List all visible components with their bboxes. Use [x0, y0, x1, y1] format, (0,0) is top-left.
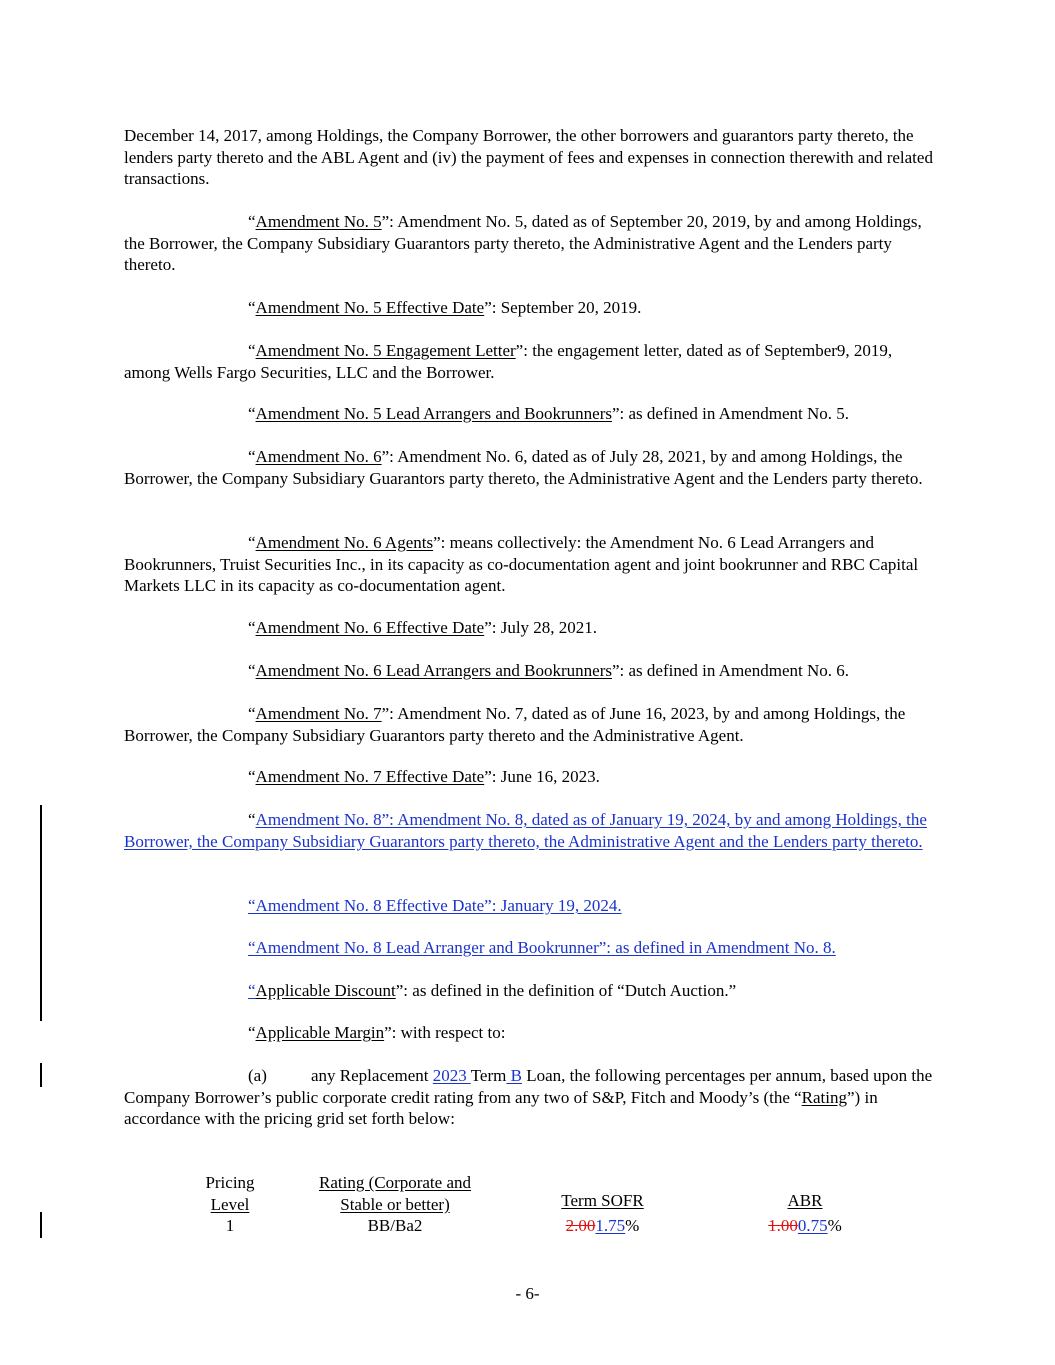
inserted-definition-amendment-8: “Amendment No. 8”: Amendment No. 8, dated as of January 19, 2024, by and among Holdings, the Borrower, the Company Subsidiary Guarantors party thereto, the Administrative Agent and the Lenders party thereto. [124, 810, 927, 851]
row-abr: 1.000.75% [768, 1216, 842, 1235]
defined-term: Amendment No. 7 Effective Date [255, 767, 485, 786]
definition-amendment-5-engagement-letter: “Amendment No. 5 Engagement Letter”: the engagement letter, dated as of September9, 2019, among Wells Fargo Securities, LLC and the Borrower. [124, 341, 893, 382]
definition-applicable-margin: “Applicable Margin”: with respect to: [248, 1023, 506, 1042]
defined-term: Amendment No. 6 Agents [255, 533, 434, 552]
defined-term: Amendment No. 5 Engagement Letter [255, 341, 516, 360]
inserted-definition-amendment-8-lead-arranger [124, 937, 936, 959]
paragraph-continuation: December 14, 2017, among Holdings, the Company Borrower, the other borrowers and guarantors party thereto, the lenders party thereto and the ABL Agent and (iv) the payment of fees and expenses in connection therewith and related transactions. [124, 126, 933, 189]
change-bar-amendment-8 [40, 805, 42, 1021]
pricing-grid [0, 1170, 1055, 1250]
definition-amendment-6-effective-date: “Amendment No. 6 Effective Date”: July 28, 2021. [248, 618, 598, 637]
defined-term: Amendment No. 6 [255, 447, 382, 466]
definition-amendment-7-effective-date: “Amendment No. 7 Effective Date”: June 16, 2023. [248, 767, 600, 786]
inserted-text: “Amendment No. 8 Lead Arranger and Bookrunner”: as defined in Amendment No. 8. [248, 938, 836, 957]
definition-amendment-6-lead-arrangers: “Amendment No. 6 Lead Arrangers and Bookrunners”: as defined in Amendment No. 6. [248, 661, 849, 680]
clause-label: (a) [248, 1066, 267, 1085]
inserted-text: “Amendment No. 8 Effective Date”: January 19, 2024. [248, 896, 622, 915]
row-level: 1 [225, 1216, 235, 1235]
inserted-definition-amendment-8-effective-date [124, 895, 936, 917]
row-rating: BB/Ba2 [367, 1216, 423, 1235]
change-bar-replacement-loan [40, 1063, 42, 1087]
defined-term: Amendment No. 5 Effective Date [255, 298, 485, 317]
row-term-sofr: 2.001.75% [565, 1216, 640, 1235]
defined-term: Amendment No. 6 Effective Date [255, 618, 485, 637]
defined-term: Amendment No. 7 [255, 704, 382, 723]
definition-applicable-discount: “Applicable Discount”: as defined in the definition of “Dutch Auction.” [248, 981, 737, 1000]
header-rating: Rating (Corporate and Stable or better) [318, 1173, 471, 1214]
defined-term: Amendment No. 6 Lead Arrangers and Bookrunners [255, 661, 612, 680]
clause-a-replacement-loan: (a) any Replacement 2023 Term B Loan, the following percentages per annum, based upon the Company Borrower’s public corporate credit rating from any two of S&P, Fitch and Moody’s (the “Rating”) in accordance with the pricing grid set forth below: [124, 1066, 933, 1129]
definition-amendment-5: “Amendment No. 5”: Amendment No. 5, dated as of September 20, 2019, by and among Holdings, the Borrower, the Company Subsidiary Guarantors party thereto, the Administrative Agent and the Lenders party thereto. [124, 212, 922, 275]
definition-amendment-6-agents: “Amendment No. 6 Agents”: means collectively: the Amendment No. 6 Lead Arrangers and Bookrunners, Truist Securities Inc., in its capacity as co-documentation agent and joint bookrunner and RBC Capital Markets LLC in its capacity as co-documentation agent. [124, 533, 919, 596]
header-term-sofr: Term SOFR [561, 1191, 644, 1210]
definition-amendment-5-lead-arrangers: “Amendment No. 5 Lead Arrangers and Bookrunners”: as defined in Amendment No. 5. [248, 404, 849, 423]
header-pricing-level: Pricing Level [205, 1173, 255, 1214]
deleted-text: 2.00 [565, 1216, 596, 1235]
defined-term: Amendment No. 5 [255, 212, 382, 231]
page-number: - 6- [515, 1284, 540, 1303]
deleted-text: 1.00 [768, 1216, 798, 1235]
inserted-text: 2023 [432, 1066, 471, 1085]
inserted-text: B [506, 1066, 522, 1085]
defined-term: Amendment No. 5 Lead Arrangers and Bookrunners [255, 404, 612, 423]
defined-term: Applicable Margin [255, 1023, 385, 1042]
defined-term: Rating [801, 1087, 848, 1107]
inserted-text: 1.75 [595, 1216, 626, 1235]
definition-amendment-5-effective-date: “Amendment No. 5 Effective Date”: September 20, 2019. [248, 298, 642, 317]
defined-term: Applicable Discount [255, 981, 396, 1000]
definition-amendment-6: “Amendment No. 6”: Amendment No. 6, dated as of July 28, 2021, by and among Holdings, the Borrower, the Company Subsidiary Guarantors party thereto, the Administrative Agent and the Lenders party thereto. [124, 447, 923, 488]
inserted-text: Amendment No. 8”: Amendment No. 8, dated as of January 19, 2024, by and among Holdings, the Borrower, the Company Subsidiary Guarantors party thereto, the Administrative Agent and the Lenders party thereto. [124, 810, 927, 851]
definition-amendment-7: “Amendment No. 7”: Amendment No. 7, dated as of June 16, 2023, by and among Holdings, the Borrower, the Company Subsidiary Guarantors party thereto and the Administrative Agent. [124, 704, 906, 745]
inserted-text: 0.75 [797, 1216, 828, 1235]
header-abr: ABR [787, 1191, 823, 1210]
inserted-quote: “ [248, 981, 256, 1000]
